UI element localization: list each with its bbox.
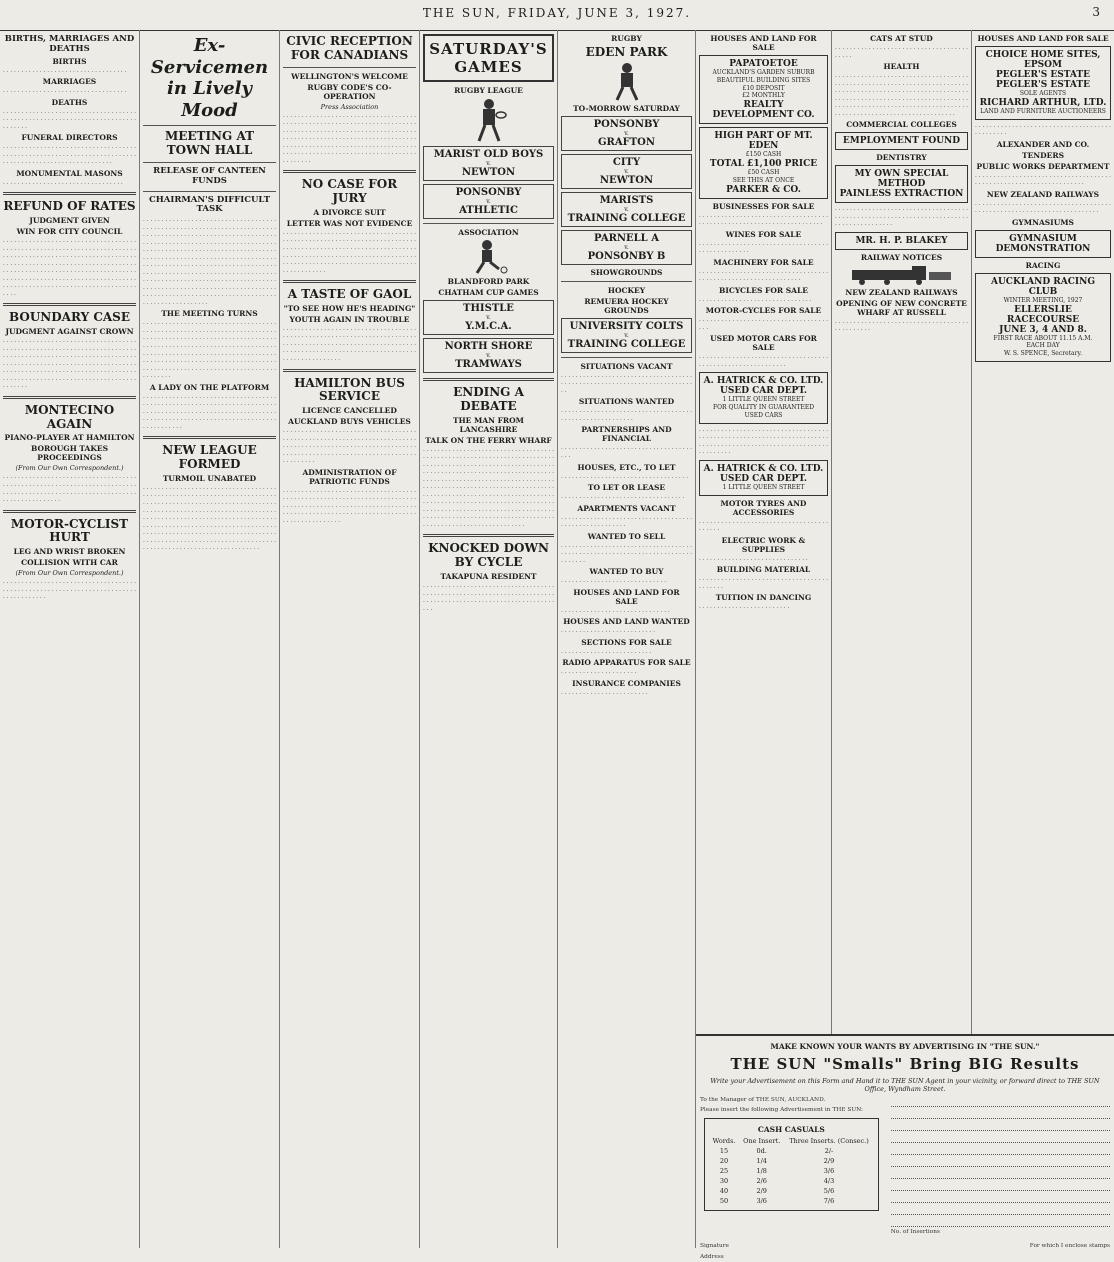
body-text: . . . . . . . . . . . . . . . . . . . . . . . . . . . . . . . . . . . . . . . . . . . . . . . . . . . . . . . . . . . . . . . . . . . xyxy=(975,172,1111,187)
headline-montecino: MONTECINO AGAIN xyxy=(24,402,115,431)
opening-title: OPENING OF NEW CONCRETE WHARF AT RUSSELL xyxy=(836,298,967,317)
ad-hatrick: A. HATRICK & CO. LTD. USED CAR DEPT. 1 LITTLE QUEEN STREET FOR QUALITY IN GUARANTEED USED CARS xyxy=(699,372,828,423)
section-deaths: DEATHS xyxy=(51,97,88,107)
column-5 xyxy=(558,30,696,1248)
game-box: THISTLE v. Y.M.C.A. xyxy=(423,300,554,335)
ad-employment: EMPLOYMENT FOUND xyxy=(835,132,968,150)
ad-mt-eden: HIGH PART OF MT. EDEN £150 CASH TOTAL £1,100 PRICE £50 CASH SEE THIS AT ONCE PARKER & CO. xyxy=(699,127,828,198)
subhead: AUCKLAND BUYS VEHICLES xyxy=(288,417,411,427)
section-railway: RAILWAY NOTICES xyxy=(860,252,943,262)
ad-epsom: CHOICE HOME SITES, EPSOM PEGLER'S ESTATE PEGLER'S ESTATE SOLE AGENTS RICHARD ARTHUR, LTD. LAND AND FURNITURE AUCTIONEERS xyxy=(975,46,1111,120)
body-text: . . . . . . . . . . . . . . . . . . . . . . . . . . . . . . . . . . . . . . . . . . . . . . . . . . . . . . . . xyxy=(561,408,692,422)
subhead: WIN FOR CITY COUNCIL xyxy=(16,227,123,237)
headline-civic-reception: CIVIC RECEPTION FOR CANADIANS xyxy=(286,34,413,62)
body-text: . . . . . . . . . . . . . . . . . . . . . . . . . . . . . . . . . . . . . . . . . . . . . . . . . . . . . . . . . . . . . . . . . . . . . . . . . . . . . . . . . . . . . . . . . . . . . . . . . . . . . . . . . . . . . . . . . . . . . . . . . . . . . . . . . . . . . . . . . . . . . . . . . . . . . . . . . xyxy=(283,428,416,465)
divider xyxy=(3,192,136,195)
team-name: ATHLETIC xyxy=(459,205,518,216)
body-text: . . . . . . . . . . . . . . . . . . . . . . . . . . . . . . . . . . . . . . . . . . . . . . . . . . . . . . . . . . . . . . . . . . . . . . . . . . . . . . . . . . . . . . . . . . . . . . . . . . . . . . . . . . . . . . . . . . xyxy=(699,426,828,456)
section-apartments: APARTMENTS VACANT xyxy=(577,503,676,513)
body-text: . . . . . . . . . . . . . . . . . . . . . . . . . . . . . . . . . . . . . . . . . . . . . . . . . . . . . . . . . . . . . . . . . . . . . . . . . . . . . . . . . . . . . . . . . . . . . . . . . . . . . . . . . . . . . . . . . . . . . . . . . . . . . . . . . . . . . . . . . . . . . . . . . . . . . . . . . . . . . . . . . . . . . . . . . . . . . . . . . . . . . . . . . . . . . . . . . . . . . . . . . . . . . . . . . . . . . . . . . . . . . . . . xyxy=(283,112,416,164)
column-4 xyxy=(420,30,558,1248)
team-name: CITY xyxy=(612,156,641,168)
rugby-player-icon xyxy=(469,97,509,143)
section-accessories: MOTOR TYRES AND ACCESSORIES xyxy=(720,498,807,517)
subhead: PIANO-PLAYER AT HAMILTON xyxy=(4,433,135,443)
game-box: UNIVERSITY COLTS v. TRAINING COLLEGE xyxy=(561,318,692,353)
masthead-title: THE SUN, FRIDAY, JUNE 3, 1927. xyxy=(422,6,692,20)
body-text: . . . . . . . . . . . . . . . . . . . . . . . . . . . . . . . . . . . . . . . . . . . . . . . . . . . . . . . . . . . . . . . . . . . . . . . . . . . . . . . . . . . . . . . . . . . . . . . . . . . . . . . . . . . . . . . . . . . . . . . . . . . . . . . . . . . . . . . . . . . . . . . . . . . . . . . . . . . . . . . . . . . . . . . . . . . . . . . . . . . . . . . . . . . . . . . . . . . . . . . . . . . . . . . . . . . . . . . . . . . . . . . . . . . . . . . . . . . . . . . . . . . . . . . . . . . . . . . . . . . . . . . . . . . . . . . . . . . . . . . . . . . . . . . . . . . . . . . . . . . . . . . . . . . . . . . . . . . . . . . . xyxy=(143,484,276,552)
subhead: TALK ON THE FERRY WHARF xyxy=(425,435,552,445)
write-area[interactable] xyxy=(891,1095,1110,1239)
subhead-canteen: RELEASE OF CANTEEN FUNDS xyxy=(153,165,266,186)
game-box: NORTH SHORE v. TRAMWAYS xyxy=(423,338,554,373)
body-text: . . . . . . . . . . . . . . . . . . . . . . . . . . . . . . . . . . . . . . . . . . . . . . . . . . . . . . . . . . . . . . . xyxy=(699,268,828,283)
subhead: YOUTH AGAIN IN TROUBLE xyxy=(289,314,410,324)
team-name: NORTH SHORE xyxy=(444,341,533,352)
table-row: 25 1/8 3/6 xyxy=(719,1167,835,1176)
body-text: . . . . . . . . . . . . . . . . . . . . . . . . . xyxy=(699,604,790,611)
column-3 xyxy=(280,30,420,1248)
section-to-let: TO LET OR LEASE xyxy=(587,483,666,493)
game-box: MARIST OLD BOYS v. NEWTON xyxy=(423,146,554,181)
section-machinery: MACHINERY FOR SALE xyxy=(713,257,814,267)
section-situations-wanted: SITUATIONS WANTED xyxy=(578,397,675,407)
section-houses-land: HOUSES AND LAND FOR SALE xyxy=(710,34,817,52)
divider xyxy=(143,191,276,192)
team-name: TRAINING COLLEGE xyxy=(567,212,686,224)
cash-casuals xyxy=(704,1118,879,1211)
section-situations-vacant: SITUATIONS VACANT xyxy=(580,361,673,371)
venue-blandford: BLANDFORD PARK xyxy=(447,277,530,286)
column-2 xyxy=(140,30,280,1248)
game-box: PONSONBY v. ATHLETIC xyxy=(423,184,554,219)
game-box: CITY v. NEWTON xyxy=(561,154,692,189)
rugby-player-icon xyxy=(607,62,647,102)
section-health: HEALTH xyxy=(883,62,920,72)
body-text: . . . . . . . . . . . . . . . . . . . . . . . . . . . . . . . . . . . . . . . . . xyxy=(699,518,828,533)
section-business: BUSINESSES FOR SALE xyxy=(712,201,815,211)
divider xyxy=(561,357,692,358)
coupon-top: MAKE KNOWN YOUR WANTS BY ADVERTISING IN "THE SUN." xyxy=(770,1042,1040,1051)
section-hockey: HOCKEY xyxy=(607,285,646,295)
venue-eden-park: EDEN PARK xyxy=(585,45,668,59)
section-tenders: TENDERS xyxy=(1021,150,1065,160)
body-text: . . . . . . . . . . . . . . . . . . . . . xyxy=(561,669,637,676)
subhead: JUDGMENT AGAINST CROWN xyxy=(5,327,134,337)
divider xyxy=(3,510,136,513)
section-marriages: MARRIAGES xyxy=(42,77,97,87)
section-rugby-league: RUGBY LEAGUE xyxy=(454,86,523,95)
date: TO-MORROW SATURDAY xyxy=(573,103,680,113)
table-row: 40 2/9 5/6 xyxy=(719,1187,835,1196)
subhead: LETTER WAS NOT EVIDENCE xyxy=(286,218,413,228)
section-monumental: MONUMENTAL MASONS xyxy=(16,168,123,178)
body-text: . . . . . . . . . . . . . . . . . . . . . . . . . . . . . . . . . . . . . . . . . . . . . . . . . . . . . . . . . . . . . . . . . . . . . . . . . . . . . . . . . . . . . . . . . . . . . . . . . . . . . . . . . . . . . . . . . . . . . . . . . . . . . . . . . . . . . . . . . . . . . . . . . . . . . . . . . . . . . . . . . . . . . . . . . . . . . . . . . . . . . . . . . . . . . . . . . . . . . . . . . . . . . . . . . . . . . . . . . . . . . . . . . . . . . . . . . . . . . . . . . . . . . . . . . . . . . . . . . . . . xyxy=(143,320,276,380)
team-name: UNIVERSITY COLTS xyxy=(569,320,684,332)
section-houses-wanted: HOUSES AND LAND WANTED xyxy=(563,617,690,627)
body-text: . . . . . . . . . . . . . . . . . . . . . . . . . . . . . . . . . . . . . . . . . . . . . . . . . . . . . . . . . . . . . . . . . . . . . . . . . . . . . . . . . . . . . . . . . . . . . . . . . . . . . . . . . . . . . . . xyxy=(423,583,554,612)
ad-papatoetoe: PAPATOETOE AUCKLAND'S GARDEN SUBURB BEAUTIFUL BUILDING SITES £10 DEPOSIT £2 MONTHLY REALTY DEVELOPMENT CO. xyxy=(699,55,828,124)
headline-boundary: BOUNDARY CASE xyxy=(9,310,130,325)
body-text: . . . . . . . . . . . . . . . . . . . . . . . . . . . . . . . . . . . . . . . . . . . . . . . . . . . . . . . . . . . . . . . . . . . . . . . . . . . . . . . . . . . . . . . . . . . . . . . . . . . . . . . . . . . . . . . . . . . . . . . . . . . . . . . . . . . . . . . . . . . . . . . . . . . . . . . . . . . . . . . . . . . . . . . . . . . . . . . . . . . . . . . . . . . . . . . . xyxy=(283,229,416,274)
body-text: . . . . . . . . . . . . . . . . . . . . . . . . . . . . . . . . . . . . . . . . . . . . . . xyxy=(835,318,968,333)
game-box: PONSONBY v. GRAFTON xyxy=(561,116,692,151)
team-name: Y.M.C.A. xyxy=(465,321,512,332)
divider xyxy=(561,281,692,282)
body-text: . . . . . . . . . . . . . . . . . . . . . . . . . . . . . . . . . . . . . . . . . . . . . . . . . . . . . . . . . . . . . . . . . . . . . . . . . . . . . . . . . . . . . . . . . . . . . . . . . . . . . . . . . . . . . . . . . . . . . . . . . . . . . . . . . . . . . . . . . . . . . . . . . . . . . . . . . . . . . . . . xyxy=(283,487,416,524)
section-wanted-to-sell: WANTED TO SELL xyxy=(587,531,666,541)
divider xyxy=(3,303,136,306)
subhead: "TO SEE HOW HE'S HEADING" xyxy=(283,303,416,313)
table-row: 30 2/6 4/3 xyxy=(719,1177,835,1186)
divider xyxy=(143,436,276,439)
subhead: THE MEETING TURNS xyxy=(161,309,258,319)
train-icon xyxy=(847,264,957,286)
body-text: . . . . . . . . . . . . . . . . . . . . . . . . . . . . . . . . . . . . . . . . . . . . . . . . . . . . . . . . . . . . . . . . . . . . . . . . . . . . . . . . . . . . . . . . . . . . . . . . . . . . . . . . . . . . . . . . . . . . . . . . . . . . . . . . . . . . . . . . . . . . . . . . . . . . . . . . . . . xyxy=(143,393,276,430)
headline-hamilton-bus: HAMILTON BUS SERVICE xyxy=(294,375,405,404)
table-row: 15 0d. 2/- xyxy=(719,1147,834,1156)
body-text: . . . . . . . . . . . . . . . . . . . . . . . . . . . . . . . . . . . . . . . . . . . . . . . . . . . . . . . . . . . . . . . . . . . . . . . . . . . . . . . . . . . . . . . . . . . . . . . . . . . . . . xyxy=(3,144,136,166)
body-text: . . . . . . . . . . . . . . . . . . . . . . . . . . . . . . . . . . . . . . . . . . . . . . . . . . . . . . . . . . . . . . . . . . . . . . . . . . . . . . . xyxy=(561,542,692,564)
headline-no-case: NO CASE FOR JURY xyxy=(301,177,398,206)
body-text: . . . . . . . . . . . . . . . . . . . . . . . . . . . . . . xyxy=(699,555,808,562)
coupon-to: To the Manager of THE SUN, AUCKLAND. xyxy=(700,1097,826,1103)
divider xyxy=(283,67,416,68)
team-name: PONSONBY xyxy=(455,187,522,198)
subhead: A LADY ON THE PLATFORM xyxy=(149,382,270,392)
team-name: TRAMWAYS xyxy=(455,359,522,370)
ad-racing: AUCKLAND RACING CLUB WINTER MEETING, 1927 ELLERSLIE RACECOURSE JUNE 3, 4 AND 8. FIRST RACE ABOUT 11.15 A.M. EACH DAY W. S. SPENCE, Secretary. xyxy=(975,273,1111,362)
team-name: MARISTS xyxy=(599,194,654,206)
enclose-label: For which I enclose stamps xyxy=(1029,1242,1110,1249)
subhead: THE MAN FROM LANCASHIRE xyxy=(453,415,524,434)
team-name: NEWTON xyxy=(461,167,516,178)
divider xyxy=(143,162,276,163)
section-cats: CATS AT STUD xyxy=(870,34,933,43)
ad-gym: GYMNASIUM DEMONSTRATION xyxy=(975,230,1111,258)
soccer-player-icon xyxy=(469,239,509,275)
venue-remuera: REMUERA HOCKEY GROUNDS xyxy=(584,296,669,315)
coupon-headline: THE SUN "Smalls" Bring BIG Results xyxy=(730,1055,1080,1073)
table-row: 20 1/4 2/9 xyxy=(719,1157,835,1166)
body-text: . . . . . . . . . . . . . . . . . . . . . . . . . . . . . . xyxy=(561,607,670,614)
body-text: . . . . . . . . . . . . . . . . . . . . . . . . . . . . . . . . . . . . . . . . . . . . . . . . . . . . . . . . . . . xyxy=(699,354,828,368)
headline-new-league: NEW LEAGUE FORMED xyxy=(162,443,257,472)
ad-hatrick-2: A. HATRICK & CO. LTD. USED CAR DEPT. 1 LITTLE QUEEN STREET xyxy=(699,460,828,496)
team-name: NEWTON xyxy=(599,174,654,186)
venue-showgrounds: SHOWGROUNDS xyxy=(590,267,663,277)
ad-title: PAPATOETOE xyxy=(729,59,798,69)
section-rugby: RUGBY xyxy=(611,34,642,43)
divider xyxy=(3,396,136,399)
body-text: . . . . . . . . . . . . . . . . . . . . . . . . . . . . . . . . . . . . . . . . . . . . . . . . . . . . . . . . . . . . . . . . . . . . . . . . . . . . . . . . . . . . . . . . . . . . . . . . . . . . . . . . . . . . . . . . . . . . . . . . . . . . . . . . . . . . . . . . . . . . . . . . . . . . . . . . . . . . . . . . xyxy=(283,325,416,363)
body-text: . . . . . . . . . . . . . . . . . . . . . . . . . . . . . . . . . . . . . . . . . . . . . . . . . . . . . . . . . . . . . . . . . . . . . . . . . . . . . . . . . . . . . . . . . . . . . . . . . . . . . . . . . . . . . . . . . . . . . . . . . . . . xyxy=(3,474,136,504)
section-sections-sale: SECTIONS FOR SALE xyxy=(581,637,672,647)
coupon-please: Please insert the following Advertisement in THE SUN: xyxy=(700,1106,863,1113)
section-radio: RADIO APPARATUS FOR SALE xyxy=(562,658,691,668)
body-text: . . . . . . . . . . . . . . . . . . . . . . . . . . . . . . . . . . . . . . . . . . . . . . . . . . . . . . . . . . . . . . . . . . . . . . . . . . . . . . . . . . . . . . . . . . . . . . . . . . . . . . . . . . . . . . . . . . . . . . . . . . . . . . . . . . . . . . . . . . . . . . . . . . . . . . . . . . . . . . . . . . . . . . . . . . . . . . . . . . . . . . . . . . . . . . . . . . . . . . . . . . . . . . . . . . . . . . . . . . . . . . . . . . . . . . . . . . . . . . . . . . . . . . . . . . . . . . . . . . . . . . . . . . . . . . . . . . . . . . . . . . . . . . . . . . . . . . . . . . . . . . . . . . . . . . . . . . . . . . . . . . . . . . . . . . . . . . . . . . . . . . . . . . . . . . . . . . . . . . . . . . . . . . . . . . . . . . . . . . . . . . . . . . . . . . . . . . . . . . . . . . . . . . . . . . . . . . xyxy=(143,217,276,306)
body-text: . . . . . . . . . . . . . . . . . . . . . . . . . . . . . . . . . . . . . . . . . . . . . . . . . . . . . . . . . . . . . . . . . . . . . . . . . . . . . . . . . . . . . . . . . . . . . . . . . . . . . . . . . . . . . . . . . . . . . . . . . . . . . . . . . . . . . . . . . . . . . . . . . . . . . . . . . . . . . . . . . . . . . . . . . . . . . . . . . . . . . . . . . . . . . . . . . . . . . . . . . . . . . . . . . . . . . . . . . . . . . . . xyxy=(3,338,136,390)
subhead: TAKAPUNA RESIDENT xyxy=(440,572,537,582)
subhead: JUDGMENT GIVEN xyxy=(29,216,110,226)
headline-motorcyclist: MOTOR-CYCLIST HURT xyxy=(10,516,129,545)
section-insurance: INSURANCE COMPANIES xyxy=(572,678,681,688)
section-electric: ELECTRIC WORK & SUPPLIES xyxy=(721,535,806,554)
body-text: . . . . . . . . . . . . . . . . . . . . . . . . . . . . . . . . . xyxy=(3,179,123,186)
section-dentistry: DENTISTRY xyxy=(876,153,927,163)
column-1 xyxy=(0,30,140,1248)
section-motorcycles: MOTOR-CYCLES FOR SALE xyxy=(705,306,822,316)
body-text: . . . . . . . . . . . . . . . . . . . . . . . . . . . . . . . . . . . . . . . . . . . . . . . . . . . . . . . . . . . . . . . . . . . . . . . . . . xyxy=(561,372,692,394)
masthead xyxy=(0,0,1114,31)
section-births: BIRTHS xyxy=(52,56,87,66)
team-name: PONSONBY xyxy=(593,118,660,130)
subhead: BOROUGH TAKES PROCEEDINGS xyxy=(30,444,109,463)
team-name: MARIST OLD BOYS xyxy=(433,149,544,160)
section-houses-land: HOUSES AND LAND FOR SALE xyxy=(977,34,1109,43)
divider xyxy=(283,170,416,173)
body-text: . . . . . . . . . . . . . . . . . . . . . . . . . . . . . . . . . . . . . . . . . . . . . . . . . . . . . . . . . . . . . . . . . . . . . . . . . . . . . . . . . . . . . . . . . . . . . . . . . . . . . . . . . . . . . . . . . . . . . . . . . . . . . . . . . . . . . . . . . . . . . . . . . . . . . . . . . . . . . . . . . . . . . . . . . . . . . . . . . . . . . . . . . . . . . . . . . . . . . . . . . . . . . . . . . . . . . . . . . . . . . . . . . . . . . . . . . . . . . . . . . . . . . . . . . . . . . . . . . . . . . . . . . . . . . . . . . . . . . . . . . . . . . . . . . . . . . . . . . . . . . . . . . . . . . . . . . . . . . . . . . . . . . . . . . . . . . . . . . . . . . . . . . . . . . . . . . . . . . . . . . . . . . . . . . . . . . . . . . . . . . . . . . . . . xyxy=(423,446,554,528)
body-text: . . . . . . . . . . . . . . . . . . . . . . . . . . . . . . . . . . . . . . . . . . . . . . . . . xyxy=(699,240,828,255)
alexander: ALEXANDER AND CO. xyxy=(996,139,1090,149)
cash-title: CASH CASUALS xyxy=(757,1125,825,1135)
body-text: . . . . . . . . . . . . . . . . . . . . . . . . . xyxy=(561,648,652,655)
section-bicycles: BICYCLES FOR SALE xyxy=(719,285,808,295)
section-commercial: COMMERCIAL COLLEGES xyxy=(846,120,957,130)
section-partnerships: PARTNERSHIPS AND FINANCIAL xyxy=(581,425,672,444)
game-box: PARNELL A v. PONSONBY B xyxy=(561,230,692,265)
team-name: THISTLE xyxy=(463,303,514,314)
section-dancing: TUITION IN DANCING xyxy=(715,593,812,603)
section-houses-land-sale: HOUSES AND LAND FOR SALE xyxy=(573,587,680,606)
section-houses-to-let: HOUSES, ETC., TO LET xyxy=(577,462,676,472)
table-row: 50 3/6 7/6 xyxy=(719,1197,835,1206)
address-label: Address xyxy=(700,1254,724,1261)
subhead: LICENCE CANCELLED xyxy=(302,406,397,416)
chatham-cup: CHATHAM CUP GAMES xyxy=(438,288,539,297)
body-text: . . . . . . . . . . . . . . . . . . . . . . . . . . . . . . . . . . . . . . . . . . . . . . . . . . . . . . . . . . . . . . . . . . . . . . . . . . . . . . . . . . . . . . . . xyxy=(835,206,968,228)
team-name: PARNELL A xyxy=(594,232,659,244)
body-text: . . . . . . . . . . . . . . . . . . . . . . . . . . . . . . . . . . . xyxy=(561,473,689,480)
body-text: . . . . . . . . . . . . . . . . . . . . . . . . . . . . . . . . . . . . . . . . . . . . . . . . . . . . . . . . . . . . . . . . . . . . . . . xyxy=(975,200,1111,215)
ad-dentist: MY OWN SPECIAL METHOD PAINLESS EXTRACTION xyxy=(835,165,968,203)
subhead: A DIVORCE SUIT xyxy=(313,207,386,217)
body-text: . . . . . . . . . . . . . . . . . . . . . . . . . . . . . . . . . . . . . . . . . . xyxy=(699,576,828,590)
divider xyxy=(283,369,416,372)
section-wines: WINES FOR SALE xyxy=(725,229,802,239)
headline-ending-debate: ENDING A DEBATE xyxy=(453,385,524,413)
headline-bmd: BIRTHS, MARRIAGES AND DEATHS xyxy=(4,34,135,54)
section-gymnasiums: GYMNASIUMS xyxy=(1012,217,1074,227)
body-text: . . . . . . . . . . . . . . . . . . . . . . . . . . . . . . . . . . xyxy=(3,67,127,74)
section-wanted-to-buy: WANTED TO BUY xyxy=(589,567,664,577)
insertions-label: No. of Insertions xyxy=(890,1229,940,1235)
subhead: TURMOIL UNABATED xyxy=(162,473,257,483)
headline-ex-servicemen: Ex-Servicemen in Lively Mood xyxy=(150,35,269,121)
divider xyxy=(423,378,554,381)
body-text: . . . . . . . . . . . . . . . . . . . . . . . . . . . . . . . . . . . . . . . . . . . . . . . . . . . . . . xyxy=(561,514,692,529)
body-text: . . . . . . . . . . . . . . . . . . . . . . . . . . xyxy=(561,628,655,635)
divider xyxy=(283,280,416,283)
rates-table: Words. One Insert. Three Inserts. (Consec.) 15 0d. 2/- 20 1/4 2/9 25 1/8 3/6 30 2/6 4/3 40 2/9 5/6 50 3/6 7/6 xyxy=(709,1136,874,1206)
section-building: BUILDING MATERIAL xyxy=(716,565,811,575)
headline-refund: REFUND OF RATES xyxy=(3,199,136,214)
coupon-instructions: Write your Advertisement on this Form and Hand it to THE SUN Agent in your vicinity, or forward direct to THE SUN Office, Wyndham Street. xyxy=(710,1077,1100,1093)
body-text: . . . . . . . . . . . . . . . . . . . . . . . . . . . . . xyxy=(561,578,667,585)
subhead: ADMINISTRATION OF PATRIOTIC FUNDS xyxy=(302,467,397,486)
body-text: . . . . . . . . . . . . . . . . . . . . . . . . . . . . . . . . . . . . . . . . . . . . . . . . . . . . . . . . . . . . . . . . . . . . . . . . . . . . . . . . . . . . . . . . . . . . . . . . . . . . . . . . . . . . . . . . . . . . . . . . . . . . . . . . . . . . . . . . . . . . . . . . . . . . . . . . . . . . . . . . . . . . . . . . . . . . . . . . . . . . . . . . . . . . . . . . . . . . . . . . . . . . . . . . . . . . . xyxy=(835,73,968,117)
advertising-coupon xyxy=(696,1034,1114,1261)
divider xyxy=(423,534,554,537)
body-text: . . . . . . . . . . . . . . . . . . . . . . . . . . . . . . . . . . . . . . . . . . . . . . . . . . . . . . . . . . . . . . . . . . . . . . . . . . . . . . . xyxy=(3,108,136,130)
body-text: . . . . . . . . . . . . . . . . . . . . . . . . . . . . . . . . . . . . . . . . . . . . . . . . . . . . . . . . . . . . . . . . . . . . . . . . . . . . . . . . . . . . . . . . . . . . . . . . . . . . . . . . . . . . . . . . . . . . . . . . . . . . . . . . . . . . . . . . . . . . . . . . . . . . . . . . . . . . . . . . . . . . . . . . . . . . . . . . . . . . . . . . . . . . . . . . . . . . . . . . . . . . . . . . . . . . . . . . . . . . . . . . . . . . . . . . . . . . . . . . . . . . . . . . . . . . . . . . xyxy=(3,238,136,297)
section-used-cars: USED MOTOR CARS FOR SALE xyxy=(710,334,817,353)
subhead: RUGBY CODE'S CO-OPERATION xyxy=(307,82,392,101)
byline: Press Association xyxy=(320,102,379,111)
body-text: . . . . . . . . . . . . . . . . . . . . . . . . . . . . . . . . . . . . . . . xyxy=(561,445,692,459)
ad-blakey: MR. H. P. BLAKEY xyxy=(835,232,968,250)
body-text: . . . . . . . . . . . . . . . . . . . . . . . . . . . . . . . . . . . . . . xyxy=(699,317,828,331)
divider xyxy=(143,125,276,126)
section-racing: RACING xyxy=(1025,260,1061,270)
body-text: . . . . . . . . . . . . . . . . . . . . . . . . . . . . . . . . . . xyxy=(561,494,685,501)
public-works: PUBLIC WORKS DEPARTMENT xyxy=(976,161,1110,171)
team-name: TRAINING COLLEGE xyxy=(567,338,686,350)
byline: (From Our Own Correspondent.) xyxy=(15,569,124,578)
subhead-town-hall: MEETING AT TOWN HALL xyxy=(164,129,255,158)
body-text: . . . . . . . . . . . . . . . . . . . . . . . . . . . . . . . . . . . . . . . . . xyxy=(835,45,968,59)
headline-knocked-down: KNOCKED DOWN BY CYCLE xyxy=(428,541,549,570)
subhead: LEG AND WRIST BROKEN xyxy=(13,547,126,557)
byline: (From Our Own Correspondent.) xyxy=(15,464,124,473)
body-text: . . . . . . . . . . . . . . . . . . . . . . . . . . . . . . . xyxy=(699,296,812,303)
game-box: MARISTS v. TRAINING COLLEGE xyxy=(561,192,692,227)
section-association: ASSOCIATION xyxy=(458,228,519,237)
subhead: COLLISION WITH CAR xyxy=(21,558,118,568)
signature-label: Signature xyxy=(700,1242,729,1249)
subhead: WELLINGTON'S WELCOME xyxy=(291,71,408,81)
body-text: . . . . . . . . . . . . . . . . . . . . . . . . xyxy=(561,689,648,696)
body-text: . . . . . . . . . . . . . . . . . . . . . . . . . . . . . . . . . . xyxy=(3,88,127,95)
subhead-chairman: CHAIRMAN'S DIFFICULT TASK xyxy=(148,194,271,215)
body-text: . . . . . . . . . . . . . . . . . . . . . . . . . . . . . . . . . . . . . . . . . . . . . . xyxy=(975,122,1111,137)
team-name: GRAFTON xyxy=(597,136,655,148)
page-number: 3 xyxy=(1092,5,1100,19)
headline-taste-of-gaol: A TASTE OF GAOL xyxy=(287,287,412,302)
body-text: . . . . . . . . . . . . . . . . . . . . . . . . . . . . . . . . . . . . . . . . . . . . . . . . . . . . . . . . . . . . . . . . . . . . . . . . . . . . . . . . . . . . xyxy=(3,579,136,601)
nzr: NEW ZEALAND RAILWAYS xyxy=(986,189,1100,199)
body-text: . . . . . . . . . . . . . . . . . . . . . . . . . . . . . . . . . . . . . . . . . . . . . . . . . . . . . . . . . . . . . . . . . . . . . xyxy=(699,212,828,227)
divider xyxy=(423,223,554,224)
section-funeral: FUNERAL DIRECTORS xyxy=(21,133,118,143)
nzr-title: NEW ZEALAND RAILWAYS xyxy=(845,287,958,297)
saturdays-games-title: SATURDAY'S GAMES xyxy=(423,34,554,82)
team-name: PONSONBY B xyxy=(587,250,666,262)
